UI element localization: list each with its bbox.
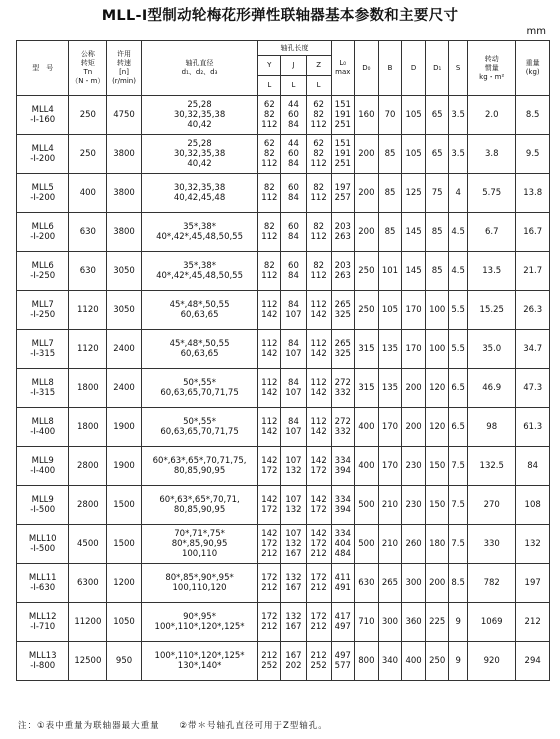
z-cell: 82 112	[306, 213, 331, 252]
torque-cell: 2800	[69, 486, 107, 525]
l0-cell: 417 497	[331, 603, 354, 642]
j-cell: 84 107	[281, 408, 306, 447]
torque-cell: 250	[69, 135, 107, 174]
table-row	[17, 135, 550, 174]
z-cell: 142 172	[306, 486, 331, 525]
d1-cell: 75	[426, 174, 449, 213]
model-cell: MLL10 -Ⅰ-500	[17, 525, 69, 564]
d1-cell: 200	[426, 564, 449, 603]
d-cell: 400	[402, 642, 426, 681]
inertia-cell: 330	[468, 525, 516, 564]
inertia-cell: 270	[468, 486, 516, 525]
d1-cell: 65	[426, 135, 449, 174]
s-cell: 4.5	[449, 252, 468, 291]
d1-cell: 120	[426, 369, 449, 408]
diameter-cell: 45*,48*,50,55 60,63,65	[141, 330, 257, 369]
l0-cell: 411 491	[331, 564, 354, 603]
diameter-cell: 35*,38* 40*,42*,45,48,50,55	[141, 252, 257, 291]
l0-cell: 497 577	[331, 642, 354, 681]
d0-cell: 710	[354, 603, 378, 642]
l0-cell: 272 332	[331, 408, 354, 447]
weight-cell: 47.3	[516, 369, 550, 408]
table-row	[17, 525, 550, 564]
weight-cell: 26.3	[516, 291, 550, 330]
speed-cell: 2400	[107, 330, 142, 369]
speed-cell: 1200	[107, 564, 142, 603]
d0-cell: 500	[354, 525, 378, 564]
s-cell: 6.5	[449, 369, 468, 408]
z-cell: 112 142	[306, 369, 331, 408]
l0-cell: 334 404 484	[331, 525, 354, 564]
header-weight: 重量 (kg)	[516, 41, 550, 96]
speed-cell: 2400	[107, 369, 142, 408]
b-cell: 300	[378, 603, 401, 642]
header-y: Y	[258, 56, 281, 76]
table-row	[17, 252, 550, 291]
j-cell: 44 60 84	[281, 135, 306, 174]
table-row	[17, 486, 550, 525]
l0-cell: 334 394	[331, 447, 354, 486]
z-cell: 62 82 112	[306, 96, 331, 135]
weight-cell: 197	[516, 564, 550, 603]
j-cell: 60 84	[281, 213, 306, 252]
inertia-cell: 98	[468, 408, 516, 447]
y-cell: 142 172	[258, 447, 281, 486]
inertia-cell: 2.0	[468, 96, 516, 135]
note-1: 注：①表中重量为联轴器最大重量	[18, 721, 160, 731]
inertia-cell: 1069	[468, 603, 516, 642]
y-cell: 62 82 112	[258, 135, 281, 174]
speed-cell: 3800	[107, 174, 142, 213]
diameter-cell: 50*,55* 60,63,65,70,71,75	[141, 369, 257, 408]
header-d1: D₁	[426, 41, 449, 96]
table-row	[17, 174, 550, 213]
d0-cell: 400	[354, 447, 378, 486]
table-row	[17, 564, 550, 603]
weight-cell: 132	[516, 525, 550, 564]
d-cell: 105	[402, 135, 426, 174]
torque-cell: 11200	[69, 603, 107, 642]
s-cell: 3.5	[449, 96, 468, 135]
d1-cell: 85	[426, 252, 449, 291]
d-cell: 360	[402, 603, 426, 642]
table-row	[17, 330, 550, 369]
inertia-cell: 920	[468, 642, 516, 681]
l0-cell: 197 257	[331, 174, 354, 213]
j-cell: 44 60 84	[281, 96, 306, 135]
inertia-cell: 6.7	[468, 213, 516, 252]
d0-cell: 250	[354, 291, 378, 330]
s-cell: 8.5	[449, 564, 468, 603]
table-row	[17, 96, 550, 135]
diameter-cell: 30,32,35,38 40,42,45,48	[141, 174, 257, 213]
diameter-cell: 60*,63*,65*,70,71, 80,85,90,95	[141, 486, 257, 525]
l0-cell: 265 325	[331, 291, 354, 330]
d-cell: 200	[402, 369, 426, 408]
z-cell: 112 142	[306, 291, 331, 330]
speed-cell: 1900	[107, 447, 142, 486]
d-cell: 145	[402, 252, 426, 291]
y-cell: 172 212	[258, 603, 281, 642]
b-cell: 170	[378, 408, 401, 447]
d-cell: 230	[402, 447, 426, 486]
weight-cell: 16.7	[516, 213, 550, 252]
header-speed: 许用 转速 [n] (r/min)	[107, 41, 142, 96]
s-cell: 4	[449, 174, 468, 213]
d1-cell: 85	[426, 213, 449, 252]
j-cell: 167 202	[281, 642, 306, 681]
diameter-cell: 70*,71*,75* 80*,85,90,95 100,110	[141, 525, 257, 564]
speed-cell: 3800	[107, 135, 142, 174]
l0-cell: 151 191 251	[331, 135, 354, 174]
model-cell: MLL9 -Ⅰ-500	[17, 486, 69, 525]
model-cell: MLL11 -Ⅰ-630	[17, 564, 69, 603]
inertia-cell: 13.5	[468, 252, 516, 291]
b-cell: 135	[378, 330, 401, 369]
s-cell: 7.5	[449, 525, 468, 564]
s-cell: 4.5	[449, 213, 468, 252]
d0-cell: 160	[354, 96, 378, 135]
b-cell: 340	[378, 642, 401, 681]
note-2: ②带＊号轴孔直径可用于Z型轴孔。	[179, 721, 328, 731]
torque-cell: 6300	[69, 564, 107, 603]
speed-cell: 1050	[107, 603, 142, 642]
b-cell: 105	[378, 291, 401, 330]
d1-cell: 150	[426, 447, 449, 486]
torque-cell: 630	[69, 213, 107, 252]
torque-cell: 1800	[69, 408, 107, 447]
j-cell: 60 84	[281, 252, 306, 291]
model-cell: MLL8 -Ⅰ-400	[17, 408, 69, 447]
y-cell: 112 142	[258, 330, 281, 369]
header-torque: 公称 转矩 Tn （N・m）	[69, 41, 107, 96]
diameter-cell: 60*,63*,65*,70,71,75, 80,85,90,95	[141, 447, 257, 486]
page-title: MLL-Ⅰ型制动轮梅花形弹性联轴器基本参数和主要尺寸	[101, 8, 459, 24]
model-cell: MLL8 -Ⅰ-315	[17, 369, 69, 408]
d1-cell: 120	[426, 408, 449, 447]
d-cell: 260	[402, 525, 426, 564]
d1-cell: 225	[426, 603, 449, 642]
j-cell: 84 107	[281, 369, 306, 408]
header-j: J	[281, 56, 306, 76]
speed-cell: 3800	[107, 213, 142, 252]
diameter-cell: 25,28 30,32,35,38 40,42	[141, 135, 257, 174]
weight-cell: 34.7	[516, 330, 550, 369]
model-cell: MLL12 -Ⅰ-710	[17, 603, 69, 642]
y-cell: 112 142	[258, 369, 281, 408]
z-cell: 82 112	[306, 252, 331, 291]
header-model: 型 号	[17, 41, 69, 96]
header-d: D	[402, 41, 426, 96]
speed-cell: 4750	[107, 96, 142, 135]
z-cell: 82 112	[306, 174, 331, 213]
y-cell: 62 82 112	[258, 96, 281, 135]
diameter-cell: 45*,48*,50,55 60,63,65	[141, 291, 257, 330]
inertia-cell: 782	[468, 564, 516, 603]
torque-cell: 4500	[69, 525, 107, 564]
weight-cell: 9.5	[516, 135, 550, 174]
header-l-y: L	[258, 76, 281, 96]
l0-cell: 272 332	[331, 369, 354, 408]
inertia-cell: 132.5	[468, 447, 516, 486]
header-s: S	[449, 41, 468, 96]
z-cell: 212 252	[306, 642, 331, 681]
z-cell: 142 172 212	[306, 525, 331, 564]
header-l-j: L	[281, 76, 306, 96]
table-row	[17, 213, 550, 252]
speed-cell: 3050	[107, 252, 142, 291]
y-cell: 112 142	[258, 408, 281, 447]
model-cell: MLL13 -Ⅰ-800	[17, 642, 69, 681]
y-cell: 172 212	[258, 564, 281, 603]
l0-cell: 334 394	[331, 486, 354, 525]
y-cell: 142 172 212	[258, 525, 281, 564]
speed-cell: 950	[107, 642, 142, 681]
torque-cell: 12500	[69, 642, 107, 681]
s-cell: 6.5	[449, 408, 468, 447]
torque-cell: 630	[69, 252, 107, 291]
d1-cell: 65	[426, 96, 449, 135]
inertia-cell: 15.25	[468, 291, 516, 330]
b-cell: 85	[378, 174, 401, 213]
spec-table-body	[17, 96, 550, 681]
l0-cell: 203 263	[331, 252, 354, 291]
weight-cell: 8.5	[516, 96, 550, 135]
d0-cell: 630	[354, 564, 378, 603]
torque-cell: 250	[69, 96, 107, 135]
header-z: Z	[306, 56, 331, 76]
weight-cell: 61.3	[516, 408, 550, 447]
s-cell: 9	[449, 642, 468, 681]
d1-cell: 100	[426, 291, 449, 330]
speed-cell: 1500	[107, 486, 142, 525]
b-cell: 170	[378, 447, 401, 486]
d-cell: 200	[402, 408, 426, 447]
weight-cell: 294	[516, 642, 550, 681]
header-b: B	[378, 41, 401, 96]
d-cell: 230	[402, 486, 426, 525]
torque-cell: 2800	[69, 447, 107, 486]
d-cell: 170	[402, 291, 426, 330]
diameter-cell: 35*,38* 40*,42*,45,48,50,55	[141, 213, 257, 252]
b-cell: 85	[378, 213, 401, 252]
y-cell: 142 172	[258, 486, 281, 525]
table-row	[17, 642, 550, 681]
l0-cell: 151 191 251	[331, 96, 354, 135]
spec-table	[16, 40, 550, 681]
model-cell: MLL7 -Ⅰ-315	[17, 330, 69, 369]
j-cell: 132 167	[281, 564, 306, 603]
torque-cell: 400	[69, 174, 107, 213]
speed-cell: 1500	[107, 525, 142, 564]
unit-label: mm	[526, 26, 546, 37]
model-cell: MLL7 -Ⅰ-250	[17, 291, 69, 330]
j-cell: 132 167	[281, 603, 306, 642]
z-cell: 172 212	[306, 603, 331, 642]
model-cell: MLL4 -Ⅰ-160	[17, 96, 69, 135]
d1-cell: 250	[426, 642, 449, 681]
d0-cell: 200	[354, 174, 378, 213]
table-row	[17, 369, 550, 408]
d-cell: 170	[402, 330, 426, 369]
d0-cell: 200	[354, 135, 378, 174]
d0-cell: 250	[354, 252, 378, 291]
l0-cell: 265 325	[331, 330, 354, 369]
d1-cell: 100	[426, 330, 449, 369]
inertia-cell: 46.9	[468, 369, 516, 408]
j-cell: 107 132	[281, 486, 306, 525]
weight-cell: 84	[516, 447, 550, 486]
s-cell: 7.5	[449, 486, 468, 525]
header-inertia: 转动 惯量 kg・m²	[468, 41, 516, 96]
d0-cell: 200	[354, 213, 378, 252]
s-cell: 3.5	[449, 135, 468, 174]
diameter-cell: 25,28 30,32,35,38 40,42	[141, 96, 257, 135]
d0-cell: 315	[354, 369, 378, 408]
model-cell: MLL6 -Ⅰ-250	[17, 252, 69, 291]
j-cell: 60 84	[281, 174, 306, 213]
weight-cell: 108	[516, 486, 550, 525]
weight-cell: 13.8	[516, 174, 550, 213]
b-cell: 265	[378, 564, 401, 603]
header-hole-length: 轴孔长度	[258, 41, 331, 56]
d-cell: 105	[402, 96, 426, 135]
b-cell: 101	[378, 252, 401, 291]
d1-cell: 180	[426, 525, 449, 564]
table-row	[17, 603, 550, 642]
y-cell: 82 112	[258, 213, 281, 252]
b-cell: 210	[378, 525, 401, 564]
y-cell: 82 112	[258, 174, 281, 213]
inertia-cell: 5.75	[468, 174, 516, 213]
table-row	[17, 291, 550, 330]
header-l0: L₀ max	[331, 41, 354, 96]
y-cell: 82 112	[258, 252, 281, 291]
z-cell: 112 142	[306, 330, 331, 369]
weight-cell: 212	[516, 603, 550, 642]
torque-cell: 1800	[69, 369, 107, 408]
header-d0: D₀	[354, 41, 378, 96]
b-cell: 85	[378, 135, 401, 174]
b-cell: 135	[378, 369, 401, 408]
s-cell: 9	[449, 603, 468, 642]
d0-cell: 315	[354, 330, 378, 369]
z-cell: 62 82 112	[306, 135, 331, 174]
d-cell: 125	[402, 174, 426, 213]
model-cell: MLL6 -Ⅰ-200	[17, 213, 69, 252]
j-cell: 84 107	[281, 291, 306, 330]
torque-cell: 1120	[69, 291, 107, 330]
s-cell: 5.5	[449, 330, 468, 369]
s-cell: 5.5	[449, 291, 468, 330]
diameter-cell: 50*,55* 60,63,65,70,71,75	[141, 408, 257, 447]
b-cell: 70	[378, 96, 401, 135]
d-cell: 300	[402, 564, 426, 603]
model-cell: MLL4 -Ⅰ-200	[17, 135, 69, 174]
s-cell: 7.5	[449, 447, 468, 486]
weight-cell: 21.7	[516, 252, 550, 291]
speed-cell: 3050	[107, 291, 142, 330]
inertia-cell: 3.8	[468, 135, 516, 174]
l0-cell: 203 263	[331, 213, 354, 252]
speed-cell: 1900	[107, 408, 142, 447]
z-cell: 112 142	[306, 408, 331, 447]
j-cell: 107 132 167	[281, 525, 306, 564]
diameter-cell: 80*,85*,90*,95* 100,110,120	[141, 564, 257, 603]
diameter-cell: 100*,110*,120*,125* 130*,140*	[141, 642, 257, 681]
y-cell: 112 142	[258, 291, 281, 330]
z-cell: 142 172	[306, 447, 331, 486]
torque-cell: 1120	[69, 330, 107, 369]
z-cell: 172 212	[306, 564, 331, 603]
d-cell: 145	[402, 213, 426, 252]
b-cell: 210	[378, 486, 401, 525]
inertia-cell: 35.0	[468, 330, 516, 369]
table-row	[17, 447, 550, 486]
header-l-z: L	[306, 76, 331, 96]
d0-cell: 400	[354, 408, 378, 447]
model-cell: MLL5 -Ⅰ-200	[17, 174, 69, 213]
d1-cell: 150	[426, 486, 449, 525]
y-cell: 212 252	[258, 642, 281, 681]
j-cell: 107 132	[281, 447, 306, 486]
d0-cell: 800	[354, 642, 378, 681]
header-diameter: 轴孔直径 d₁、d₂、d₃	[141, 41, 257, 96]
footnote	[18, 719, 344, 731]
j-cell: 84 107	[281, 330, 306, 369]
table-row	[17, 408, 550, 447]
d0-cell: 500	[354, 486, 378, 525]
diameter-cell: 90*,95* 100*,110*,120*,125*	[141, 603, 257, 642]
model-cell: MLL9 -Ⅰ-400	[17, 447, 69, 486]
